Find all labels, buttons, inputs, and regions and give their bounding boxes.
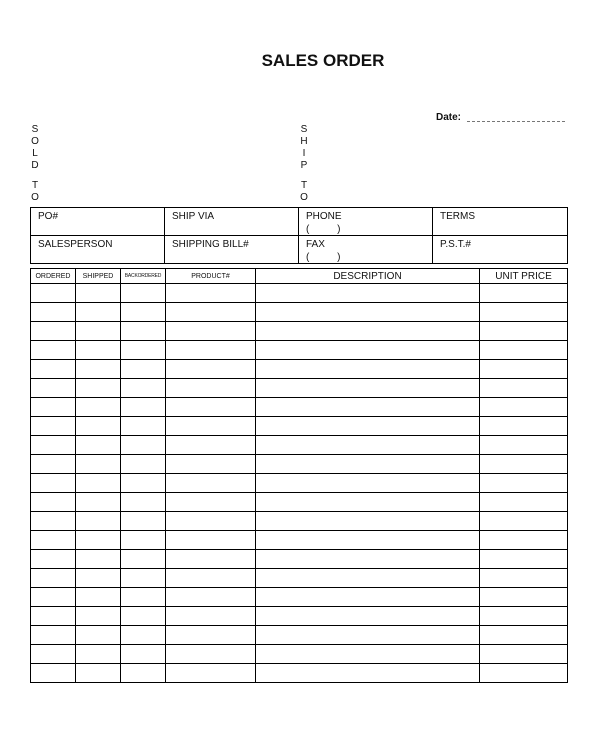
unit-price-cell[interactable] xyxy=(480,493,568,512)
description-cell[interactable] xyxy=(256,417,480,436)
ordered-cell[interactable] xyxy=(31,607,76,626)
ordered-cell[interactable] xyxy=(31,303,76,322)
ship-to-label: S H I P T O xyxy=(300,124,308,203)
shipped-cell[interactable] xyxy=(76,588,121,607)
unit-price-cell[interactable] xyxy=(480,341,568,360)
terms-label: TERMS xyxy=(440,211,475,222)
description-cell[interactable] xyxy=(256,493,480,512)
shipped-cell[interactable] xyxy=(76,531,121,550)
pst-label: P.S.T.# xyxy=(440,239,471,250)
table-row xyxy=(31,455,568,474)
terms-field[interactable] xyxy=(433,208,568,236)
backordered-cell[interactable] xyxy=(121,284,166,303)
backordered-cell[interactable] xyxy=(121,645,166,664)
unit-price-cell[interactable] xyxy=(480,436,568,455)
unit-price-cell[interactable] xyxy=(480,645,568,664)
date-label: Date: xyxy=(436,112,462,123)
product-cell[interactable] xyxy=(166,588,256,607)
description-cell[interactable] xyxy=(256,664,480,683)
fax-label: FAX xyxy=(306,239,325,250)
unit-price-cell[interactable] xyxy=(480,474,568,493)
unit-price-cell[interactable] xyxy=(480,322,568,341)
table-row xyxy=(31,474,568,493)
description-cell[interactable] xyxy=(256,284,480,303)
pst-field[interactable] xyxy=(433,236,568,264)
description-cell[interactable] xyxy=(256,474,480,493)
unit-price-cell[interactable] xyxy=(480,664,568,683)
product-cell[interactable] xyxy=(166,398,256,417)
product-cell[interactable] xyxy=(166,626,256,645)
unit-price-cell[interactable] xyxy=(480,284,568,303)
unit-price-cell[interactable] xyxy=(480,417,568,436)
product-cell[interactable] xyxy=(166,493,256,512)
table-row xyxy=(31,436,568,455)
ordered-cell[interactable] xyxy=(31,474,76,493)
ordered-cell[interactable] xyxy=(31,398,76,417)
backordered-cell[interactable] xyxy=(121,322,166,341)
table-row xyxy=(31,512,568,531)
unit-price-cell[interactable] xyxy=(480,303,568,322)
shipped-cell[interactable] xyxy=(76,341,121,360)
product-cell[interactable] xyxy=(166,550,256,569)
ship-via-field[interactable] xyxy=(165,208,299,236)
backordered-cell[interactable] xyxy=(121,341,166,360)
po-label: PO# xyxy=(38,211,59,222)
ship-via-label: SHIP VIA xyxy=(172,211,215,222)
ordered-cell[interactable] xyxy=(31,341,76,360)
unit-price-cell[interactable] xyxy=(480,550,568,569)
backordered-cell[interactable] xyxy=(121,626,166,645)
shipped-cell[interactable] xyxy=(76,474,121,493)
table-row xyxy=(31,341,568,360)
col-description: DESCRIPTION xyxy=(256,269,480,284)
phone-area-code: ( ) xyxy=(306,224,341,235)
ordered-cell[interactable] xyxy=(31,512,76,531)
description-cell[interactable] xyxy=(256,550,480,569)
table-row xyxy=(31,550,568,569)
backordered-cell[interactable] xyxy=(121,474,166,493)
document-title: SALES ORDER xyxy=(261,51,385,70)
backordered-cell[interactable] xyxy=(121,303,166,322)
po-field[interactable] xyxy=(31,208,165,236)
description-cell[interactable] xyxy=(256,626,480,645)
date-field[interactable] xyxy=(467,121,565,122)
fax-area-code: ( ) xyxy=(306,252,341,263)
ordered-cell[interactable] xyxy=(31,322,76,341)
product-cell[interactable] xyxy=(166,303,256,322)
description-cell[interactable] xyxy=(256,322,480,341)
table-row xyxy=(31,417,568,436)
backordered-cell[interactable] xyxy=(121,569,166,588)
backordered-cell[interactable] xyxy=(121,436,166,455)
backordered-cell[interactable] xyxy=(121,664,166,683)
ordered-cell[interactable] xyxy=(31,626,76,645)
table-row xyxy=(31,303,568,322)
ordered-cell[interactable] xyxy=(31,550,76,569)
shipping-bill-field[interactable] xyxy=(165,236,299,264)
shipped-cell[interactable] xyxy=(76,379,121,398)
fax-field[interactable] xyxy=(299,236,433,264)
ordered-cell[interactable] xyxy=(31,493,76,512)
shipped-cell[interactable] xyxy=(76,417,121,436)
product-cell[interactable] xyxy=(166,379,256,398)
unit-price-cell[interactable] xyxy=(480,531,568,550)
description-cell[interactable] xyxy=(256,645,480,664)
unit-price-cell[interactable] xyxy=(480,398,568,417)
table-row xyxy=(31,645,568,664)
table-row xyxy=(31,493,568,512)
table-row xyxy=(31,398,568,417)
line-items-body xyxy=(31,284,568,683)
description-cell[interactable] xyxy=(256,569,480,588)
ordered-cell[interactable] xyxy=(31,645,76,664)
unit-price-cell[interactable] xyxy=(480,512,568,531)
product-cell[interactable] xyxy=(166,341,256,360)
phone-label: PHONE xyxy=(306,211,342,222)
shipped-cell[interactable] xyxy=(76,455,121,474)
table-row xyxy=(31,626,568,645)
unit-price-cell[interactable] xyxy=(480,455,568,474)
product-cell[interactable] xyxy=(166,569,256,588)
product-cell[interactable] xyxy=(166,284,256,303)
ordered-cell[interactable] xyxy=(31,284,76,303)
table-row xyxy=(31,360,568,379)
table-row xyxy=(31,607,568,626)
col-ordered: ORDERED xyxy=(31,269,76,284)
backordered-cell[interactable] xyxy=(121,550,166,569)
backordered-cell[interactable] xyxy=(121,379,166,398)
product-cell[interactable] xyxy=(166,436,256,455)
description-cell[interactable] xyxy=(256,436,480,455)
backordered-cell[interactable] xyxy=(121,417,166,436)
unit-price-cell[interactable] xyxy=(480,588,568,607)
description-cell[interactable] xyxy=(256,455,480,474)
description-cell[interactable] xyxy=(256,607,480,626)
ordered-cell[interactable] xyxy=(31,436,76,455)
shipped-cell[interactable] xyxy=(76,436,121,455)
shipped-cell[interactable] xyxy=(76,360,121,379)
product-cell[interactable] xyxy=(166,360,256,379)
shipped-cell[interactable] xyxy=(76,493,121,512)
ordered-cell[interactable] xyxy=(31,569,76,588)
unit-price-cell[interactable] xyxy=(480,626,568,645)
backordered-cell[interactable] xyxy=(121,531,166,550)
col-product: PRODUCT# xyxy=(166,269,256,284)
product-cell[interactable] xyxy=(166,455,256,474)
backordered-cell[interactable] xyxy=(121,455,166,474)
unit-price-cell[interactable] xyxy=(480,360,568,379)
description-cell[interactable] xyxy=(256,303,480,322)
description-cell[interactable] xyxy=(256,588,480,607)
shipped-cell[interactable] xyxy=(76,512,121,531)
col-backordered: BACKORDERED xyxy=(121,269,166,284)
shipped-cell[interactable] xyxy=(76,645,121,664)
order-info-table xyxy=(30,207,568,264)
backordered-cell[interactable] xyxy=(121,398,166,417)
product-cell[interactable] xyxy=(166,645,256,664)
shipped-cell[interactable] xyxy=(76,626,121,645)
description-cell[interactable] xyxy=(256,531,480,550)
unit-price-cell[interactable] xyxy=(480,607,568,626)
table-row xyxy=(31,569,568,588)
table-row xyxy=(31,664,568,683)
ordered-cell[interactable] xyxy=(31,588,76,607)
table-row xyxy=(31,322,568,341)
backordered-cell[interactable] xyxy=(121,360,166,379)
salesperson-field[interactable] xyxy=(31,236,165,264)
shipped-cell[interactable] xyxy=(76,569,121,588)
description-cell[interactable] xyxy=(256,341,480,360)
shipped-cell[interactable] xyxy=(76,322,121,341)
col-shipped: SHIPPED xyxy=(76,269,121,284)
ordered-cell[interactable] xyxy=(31,360,76,379)
unit-price-cell[interactable] xyxy=(480,379,568,398)
shipped-cell[interactable] xyxy=(76,550,121,569)
shipped-cell[interactable] xyxy=(76,607,121,626)
shipped-cell[interactable] xyxy=(76,284,121,303)
product-cell[interactable] xyxy=(166,417,256,436)
description-cell[interactable] xyxy=(256,398,480,417)
table-row xyxy=(31,588,568,607)
shipped-cell[interactable] xyxy=(76,664,121,683)
backordered-cell[interactable] xyxy=(121,588,166,607)
line-items-table xyxy=(30,268,568,683)
sold-to-label: S O L D T O xyxy=(31,124,39,203)
product-cell[interactable] xyxy=(166,531,256,550)
ordered-cell[interactable] xyxy=(31,455,76,474)
table-row xyxy=(31,284,568,303)
description-cell[interactable] xyxy=(256,512,480,531)
backordered-cell[interactable] xyxy=(121,607,166,626)
ordered-cell[interactable] xyxy=(31,664,76,683)
backordered-cell[interactable] xyxy=(121,493,166,512)
description-cell[interactable] xyxy=(256,360,480,379)
product-cell[interactable] xyxy=(166,664,256,683)
description-cell[interactable] xyxy=(256,379,480,398)
product-cell[interactable] xyxy=(166,322,256,341)
product-cell[interactable] xyxy=(166,474,256,493)
table-row xyxy=(31,531,568,550)
salesperson-label: SALESPERSON xyxy=(38,239,113,250)
shipped-cell[interactable] xyxy=(76,303,121,322)
ordered-cell[interactable] xyxy=(31,531,76,550)
table-row xyxy=(31,379,568,398)
col-unit-price: UNIT PRICE xyxy=(480,269,568,284)
shipped-cell[interactable] xyxy=(76,398,121,417)
backordered-cell[interactable] xyxy=(121,512,166,531)
product-cell[interactable] xyxy=(166,512,256,531)
phone-field[interactable] xyxy=(299,208,433,236)
unit-price-cell[interactable] xyxy=(480,569,568,588)
ordered-cell[interactable] xyxy=(31,417,76,436)
shipping-bill-label: SHIPPING BILL# xyxy=(172,239,249,250)
ordered-cell[interactable] xyxy=(31,379,76,398)
product-cell[interactable] xyxy=(166,607,256,626)
